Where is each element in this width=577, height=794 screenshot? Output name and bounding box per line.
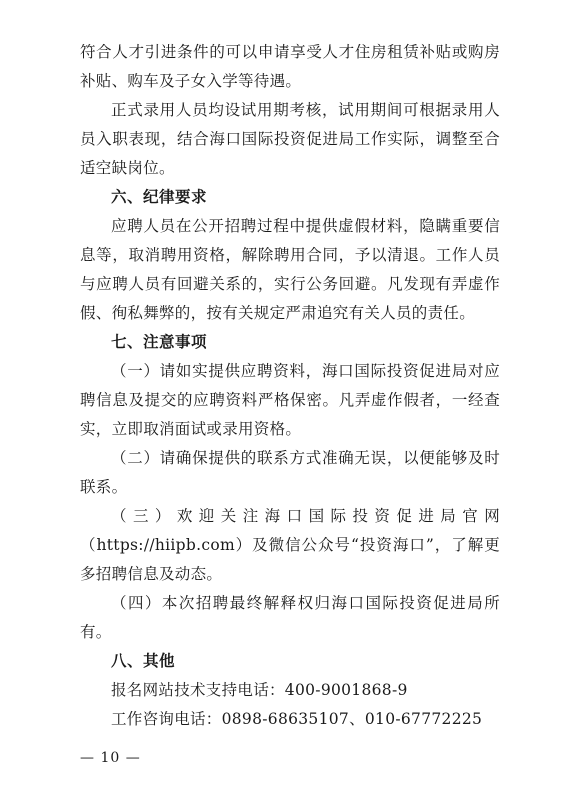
consult-phone: 工作咨询电话：0898-68635107、010-67772225 bbox=[111, 710, 483, 728]
document-page bbox=[80, 38, 500, 734]
notes-item-2: （二）请确保提供的联系方式准确无误，以便能够及时联系。 bbox=[80, 449, 500, 496]
notes-item-4: （四）本次招聘最终解释权归海口国际投资促进局所有。 bbox=[80, 594, 500, 641]
discipline-paragraph: 应聘人员在公开招聘过程中提供虚假材料，隐瞒重要信息等，取消聘用资格，解除聘用合同，予以清退。工作人员与应聘人员有回避关系的，实行公务回避。凡发现有弄虚作假、徇私舞弊的，按有关规定严肃追究有关人员的责任。 bbox=[80, 217, 500, 322]
notes-item-3: （三）欢迎关注海口国际投资促进局官网（https://hiipb.com）及微信公众号“投资海口”，了解更多招聘信息及动态。 bbox=[80, 507, 500, 583]
section-heading-other: 八、其他 bbox=[111, 652, 176, 670]
intro-paragraph-2: 正式录用人员均设试用期考核，试用期间可根据录用人员入职表现，结合海口国际投资促进局工作实际，调整至合适空缺岗位。 bbox=[80, 101, 500, 177]
section-heading-discipline: 六、纪律要求 bbox=[111, 188, 208, 206]
section-heading-notes: 七、注意事项 bbox=[111, 333, 208, 351]
intro-paragraph-1: 符合人才引进条件的可以申请享受人才住房租赁补贴或购房补贴、购车及子女入学等待遇。 bbox=[80, 43, 500, 90]
page-number: — 10 — bbox=[80, 750, 141, 766]
notes-item-1: （一）请如实提供应聘资料，海口国际投资促进局对应聘信息及提交的应聘资料严格保密。凡弄虚作假者，一经查实，立即取消面试或录用资格。 bbox=[80, 362, 500, 438]
tech-support-phone: 报名网站技术支持电话：400-9001868-9 bbox=[111, 681, 408, 699]
